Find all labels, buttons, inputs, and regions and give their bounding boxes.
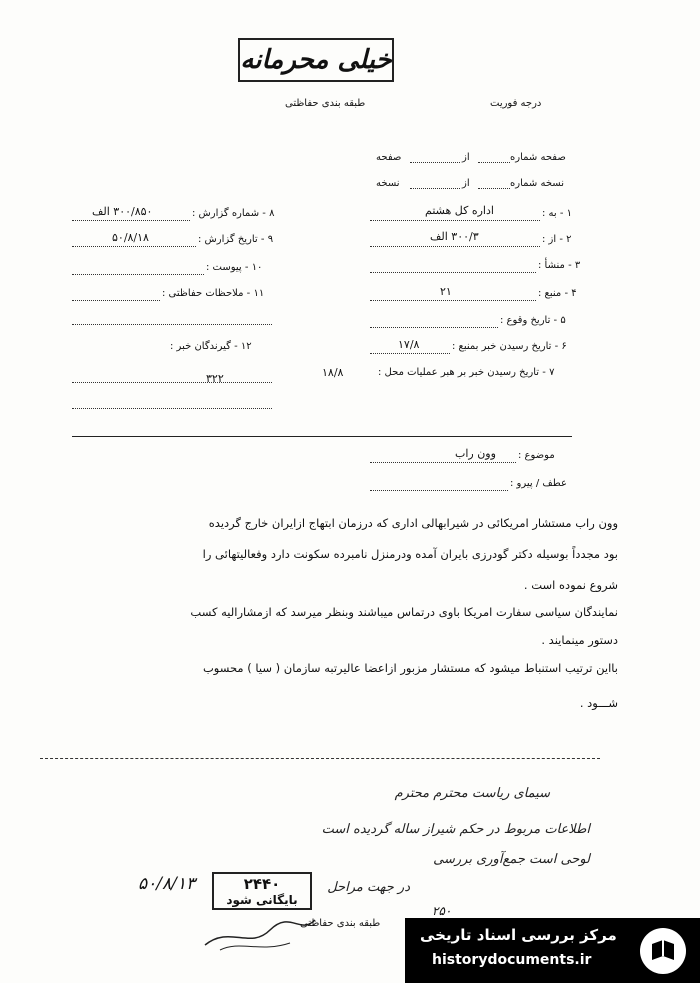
field-from-label: ۲ - از : bbox=[542, 234, 572, 245]
register-text: بایگانی شود bbox=[226, 893, 298, 907]
body-line: شـــود . bbox=[579, 696, 618, 710]
footer-classification-label: طبقه بندی حفاظتی bbox=[300, 918, 381, 929]
subject-label: موضوع : bbox=[518, 450, 555, 461]
body-line: شروع نموده است . bbox=[523, 578, 618, 592]
body-line: نمایندگان سیاسی سفارت امریکا باوی درتماس میباشند وبنظر میرسد که ازمشارالیه کسب bbox=[190, 605, 618, 619]
page-unit-label: صفحه bbox=[376, 152, 402, 163]
body-line: دستور مینمایند . bbox=[541, 633, 618, 647]
field-to-label: ۱ - به : bbox=[542, 208, 573, 219]
field-from-value: ۳۰۰/۳ الف bbox=[430, 230, 479, 243]
stamp-title: خیلی محرمانه bbox=[240, 45, 392, 75]
field-source-value: ۲۱ bbox=[440, 285, 452, 298]
handwritten-line: در جهت مراحل bbox=[327, 880, 410, 895]
page-of-label: از bbox=[462, 152, 470, 163]
page-number-label: صفحه شماره bbox=[510, 152, 566, 163]
field-to-value: اداره کل هشتم bbox=[425, 204, 494, 217]
copy-unit-label: نسخه bbox=[376, 178, 400, 189]
copy-number-label: نسخه شماره bbox=[510, 178, 564, 189]
body-line: بود مجدداً بوسیله دکتر گودرزی بایران آمده ودرمنزل نامبرده سکونت دارد وفعالیتهائی را bbox=[202, 547, 618, 561]
field-recipients-value: ۳۲۲ bbox=[206, 372, 224, 385]
body-line: وون راب مستشار امریکائی در شیرابهالی اداری که درزمان ابتهاج ازایران خارج گردیده bbox=[208, 516, 618, 530]
reference-label: عطف / پیرو : bbox=[510, 478, 567, 489]
watermark-url: historydocuments.ir bbox=[432, 952, 592, 968]
field-source-receipt-date-value: ۱۷/۸ bbox=[398, 338, 420, 351]
field-occurrence-date-label: ۵ - تاریخ وقوع : bbox=[500, 315, 566, 326]
body-line: بااین ترتیب استنباط میشود که مستشار مزبور ازاعضا عالیرتبه سازمان ( سیا ) محسوب bbox=[202, 661, 618, 675]
watermark-name: مرکز بررسی اسناد تاریخی bbox=[420, 926, 617, 944]
field-security-notes-label: ۱۱ - ملاحظات حفاظتی : bbox=[162, 288, 265, 299]
handwritten-date: ۵۰/۸/۱۳ bbox=[138, 874, 196, 894]
signature-scribble bbox=[200, 905, 320, 955]
classification-label: طبقه بندی حفاظتی bbox=[285, 98, 366, 109]
field-report-number-label: ۸ - شماره گزارش : bbox=[192, 208, 275, 219]
field-attachment-label: ۱۰ - پیوست : bbox=[206, 262, 263, 273]
separator-line bbox=[72, 436, 572, 437]
field-ops-receipt-date-label: ۷ - تاریخ رسیدن خبر بر هبر عملیات محل : bbox=[378, 367, 555, 378]
handwritten-line: سیمای ریاست محترم محترم bbox=[394, 786, 550, 801]
archive-logo-icon bbox=[640, 928, 686, 974]
field-ops-receipt-date-value: ۱۸/۸ bbox=[322, 366, 344, 379]
field-report-number-value: ۳۰۰/۸۵۰ الف bbox=[92, 205, 153, 218]
copy-of-label: از bbox=[462, 178, 470, 189]
subject-value: وون راب bbox=[455, 447, 496, 460]
handwritten-line: اطلاعات مربوط در حکم شیراز ساله گردیده است bbox=[321, 822, 590, 837]
classification-stamp bbox=[238, 38, 394, 82]
field-origin-label: ۳ - منشأ : bbox=[538, 260, 581, 271]
field-source-receipt-date-label: ۶ - تاریخ رسیدن خبر بمنبع : bbox=[452, 341, 567, 352]
register-number: ۲۴۴۰ bbox=[243, 875, 281, 893]
handwritten-number: ۲۵۰ bbox=[432, 904, 452, 918]
field-recipients-label: ۱۲ - گیرندگان خبر : bbox=[170, 341, 252, 352]
handwritten-line: لوحی است جمع‌آوری بررسی bbox=[433, 852, 590, 867]
dashed-separator bbox=[40, 758, 600, 759]
field-source-label: ۴ - منبع : bbox=[538, 288, 577, 299]
field-report-date-label: ۹ - تاریخ گزارش : bbox=[198, 234, 274, 245]
field-report-date-value: ۵۰/۸/۱۸ bbox=[112, 231, 149, 244]
priority-label: درجه فوریت bbox=[490, 98, 542, 109]
